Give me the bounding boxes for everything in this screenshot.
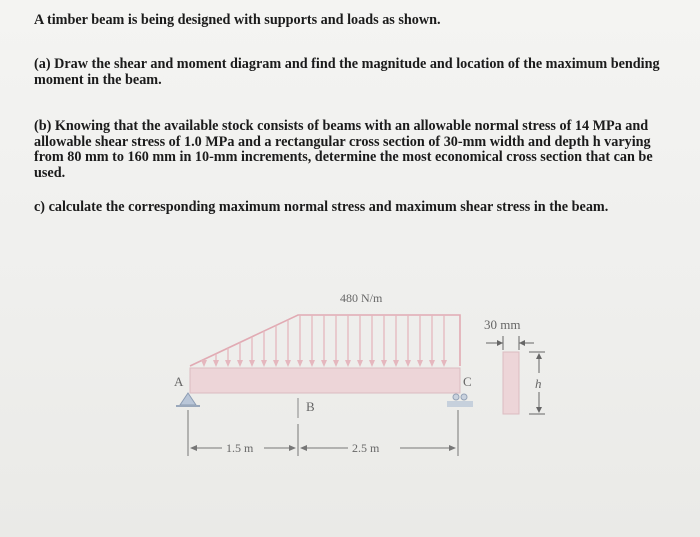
roller-support-c (447, 394, 473, 407)
point-c-label: C (463, 374, 472, 389)
load-arrow-head (297, 360, 303, 367)
load-arrows (201, 315, 447, 367)
problem-part-a: (a) Draw the shear and moment diagram and find the magnitude and location of the maximum bending moment in the beam. (34, 56, 660, 88)
load-label: 480 N/m (340, 291, 383, 305)
load-arrow-head (357, 360, 363, 367)
load-arrow-head (393, 360, 399, 367)
problem-part-b: (b) Knowing that the available stock consists of beams with an allowable normal stress of 14 MPa and allowable shear stress of 1.0 MPa and a rectangular cross section of 30-mm width and depth h varying from 80 mm to 160 mm in 10-mm increments, determine the most economical cross section that can be used. (34, 118, 653, 181)
load-arrow-head (333, 360, 339, 367)
depth-label: h (535, 376, 542, 391)
load-arrow-head (273, 360, 279, 367)
dimension-bc-label: 2.5 m (352, 441, 380, 455)
width-arrowheads (497, 340, 525, 346)
pin-support-a (176, 393, 200, 406)
load-arrow-head (441, 360, 447, 367)
dimension-ab-label: 1.5 m (226, 441, 254, 455)
load-arrow-head (285, 360, 291, 367)
load-arrow-head (225, 360, 231, 367)
load-arrow-head (381, 360, 387, 367)
width-dimension (486, 336, 534, 350)
point-a-label: A (174, 374, 184, 389)
load-arrow-head (309, 360, 315, 367)
load-arrow-head (417, 360, 423, 367)
load-arrow-head (261, 360, 267, 367)
load-arrow-head (249, 360, 255, 367)
timber-beam (190, 368, 460, 393)
load-arrow-head (345, 360, 351, 367)
load-arrow-head (237, 360, 243, 367)
load-arrow-head (369, 360, 375, 367)
load-arrow-head (405, 360, 411, 367)
cross-section (503, 352, 519, 414)
load-arrow-head (321, 360, 327, 367)
load-arrow-head (429, 360, 435, 367)
problem-intro: A timber beam is being designed with supports and loads as shown. (34, 12, 441, 28)
point-b-label: B (306, 399, 315, 414)
load-arrow-head (213, 360, 219, 367)
load-arrow-head (201, 360, 207, 367)
width-label: 30 mm (484, 317, 521, 332)
problem-part-c: c) calculate the corresponding maximum normal stress and maximum shear stress in the beam. (34, 199, 609, 215)
